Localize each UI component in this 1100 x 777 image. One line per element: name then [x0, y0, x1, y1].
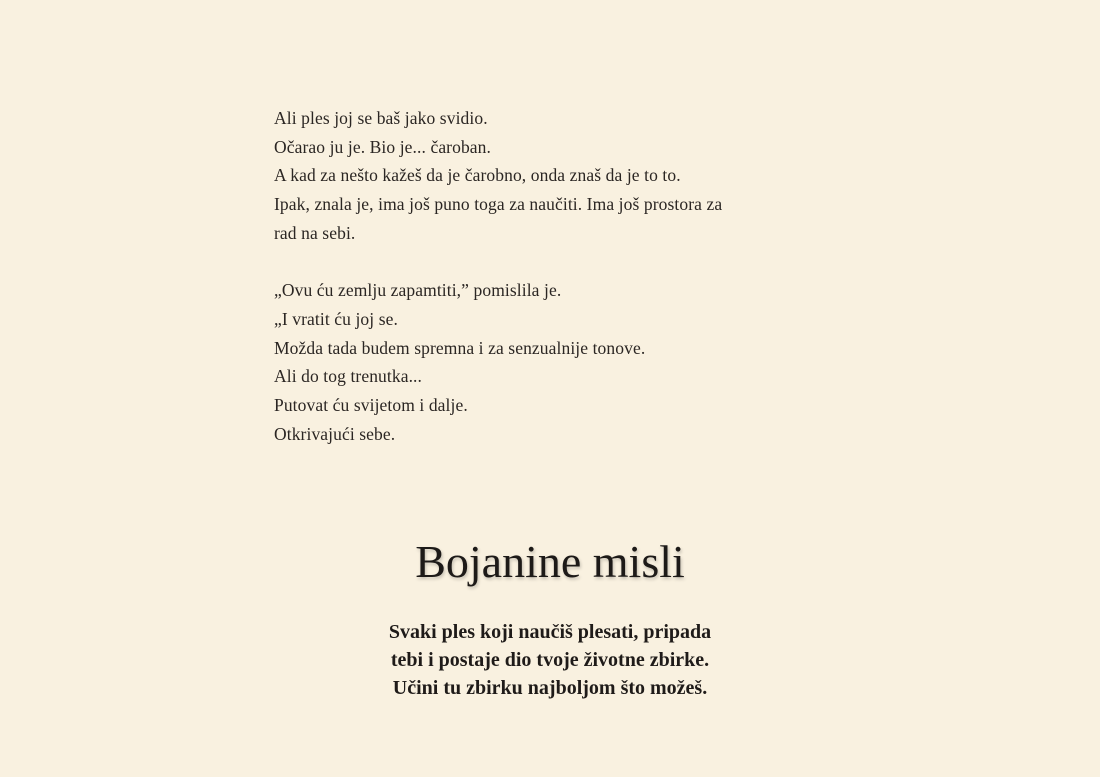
passage-line: Možda tada budem spremna i za senzualnije tonove. — [274, 337, 646, 358]
section-title: Bojanine misli — [415, 536, 685, 587]
quote-line: Svaki ples koji naučiš plesati, pripada — [388, 621, 712, 643]
passage-line: Putovat ću svijetom i dalje. — [274, 395, 468, 416]
passage-line: „Ovu ću zemlju zapamtiti,” pomislila je. — [274, 280, 562, 301]
passage-line: A kad za nešto kažeš da je čarobno, onda znaš da je to to. — [274, 165, 681, 186]
passage-line: Otkrivajući sebe. — [274, 423, 396, 444]
quote-line: tebi i postaje dio tvoje životne zbirke. — [390, 649, 710, 671]
story-passage — [274, 104, 834, 448]
highlight-quote — [0, 618, 1100, 702]
passage-line: Očarao ju je. Bio je... čaroban. — [274, 136, 492, 157]
passage-line: rad na sebi. — [274, 222, 356, 243]
passage-line: Ipak, znala je, ima još puno toga za naučiti. Ima još prostora za — [274, 194, 723, 215]
stanza-break — [274, 248, 834, 277]
passage-line: „I vratit ću joj se. — [274, 308, 398, 329]
passage-line: Ali do tog trenutka... — [274, 366, 423, 387]
quote-line: Učini tu zbirku najboljom što možeš. — [392, 677, 708, 699]
passage-line: Ali ples joj se baš jako svidio. — [274, 108, 488, 128]
